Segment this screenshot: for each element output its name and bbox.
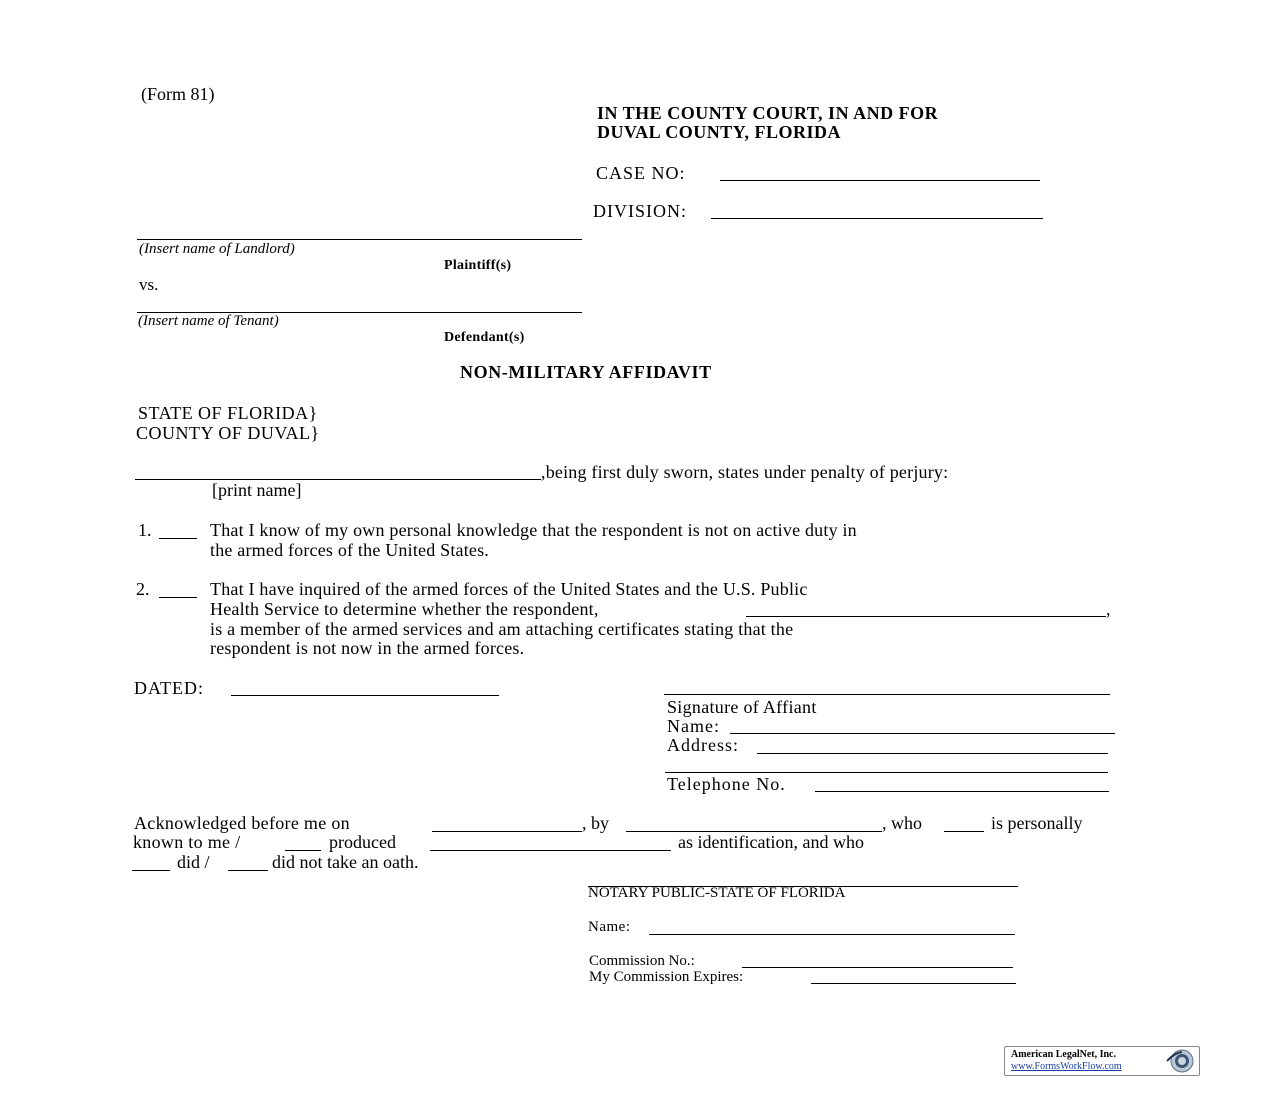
venue-state: STATE OF FLORIDA}	[138, 403, 318, 423]
ack-line3-b: did not take an oath.	[272, 852, 419, 872]
ack-line3-a: did /	[177, 852, 210, 872]
division-label: DIVISION:	[593, 201, 687, 221]
affiant-address-field-2[interactable]	[665, 772, 1108, 773]
dated-label: DATED:	[134, 678, 204, 698]
respondent-name-field[interactable]	[746, 616, 1106, 617]
case-no-field[interactable]	[720, 180, 1040, 181]
item-2-check-blank[interactable]	[159, 597, 197, 598]
court-heading-line1: IN THE COUNTY COURT, IN AND FOR	[597, 103, 939, 123]
item-1-line1: That I know of my own personal knowledge that the respondent is not on active duty in	[210, 520, 857, 540]
item-1-line2: the armed forces of the United States.	[210, 540, 490, 560]
item-1-number: 1.	[138, 520, 152, 540]
notary-name-label: Name:	[588, 919, 631, 935]
item-2-line2: Health Service to determine whether the respondent,	[210, 599, 599, 619]
footer-url-link[interactable]: www.FormsWorkFlow.com	[1011, 1061, 1122, 1072]
ack-did-not-oath-blank[interactable]	[228, 870, 268, 871]
notary-expires-field[interactable]	[811, 983, 1016, 984]
notary-commission-label: Commission No.:	[589, 953, 695, 969]
footer-logo[interactable]	[1004, 1046, 1200, 1076]
ack-line2-a: known to me /	[133, 832, 241, 852]
defendant-label: Defendant(s)	[444, 330, 525, 345]
item-1-check-blank[interactable]	[159, 538, 197, 539]
ack-line1-a: Acknowledged before me on	[134, 813, 350, 833]
ack-line1-c: , who	[882, 813, 922, 833]
signature-field[interactable]	[664, 694, 1110, 695]
affiant-telephone-field[interactable]	[815, 791, 1109, 792]
landlord-name-field[interactable]	[137, 239, 582, 240]
plaintiff-label: Plaintiff(s)	[444, 258, 512, 273]
notary-title: NOTARY PUBLIC-STATE OF FLORIDA	[588, 885, 846, 901]
ack-date-field[interactable]	[432, 831, 582, 832]
court-heading-line2: DUVAL COUNTY, FLORIDA	[597, 122, 842, 142]
affiant-telephone-label: Telephone No.	[667, 774, 786, 794]
tenant-hint: (Insert name of Tenant)	[138, 313, 279, 329]
ack-identification-field[interactable]	[430, 850, 671, 851]
footer-company: American LegalNet, Inc.	[1011, 1049, 1116, 1060]
ack-line1-d: is personally	[991, 813, 1083, 833]
affiant-name-field[interactable]	[730, 733, 1115, 734]
document-title: NON-MILITARY AFFIDAVIT	[460, 362, 712, 382]
notary-name-field[interactable]	[649, 934, 1015, 935]
ack-produced-blank[interactable]	[285, 850, 321, 851]
division-field[interactable]	[711, 218, 1043, 219]
ack-line1-b: , by	[582, 813, 609, 833]
notary-commission-field[interactable]	[742, 967, 1013, 968]
item-2-number: 2.	[136, 579, 150, 599]
form-number: (Form 81)	[141, 84, 215, 104]
affiant-print-name-field[interactable]	[135, 479, 541, 480]
case-no-label: CASE NO:	[596, 163, 686, 183]
item-2-line1: That I have inquired of the armed forces of the United States and the U.S. Public	[210, 579, 808, 599]
signature-label: Signature of Affiant	[667, 697, 817, 717]
ack-did-oath-blank[interactable]	[132, 870, 170, 871]
item-2-line4: respondent is not now in the armed forces.	[210, 638, 525, 658]
ack-line2-b: produced	[329, 832, 396, 852]
landlord-hint: (Insert name of Landlord)	[139, 241, 295, 257]
item-2-line2-comma: ,	[1106, 599, 1111, 619]
globe-icon	[1165, 1049, 1195, 1078]
oath-text: ,being first duly sworn, states under penalty of perjury:	[541, 462, 949, 482]
affiant-address-label: Address:	[667, 735, 739, 755]
notary-expires-label: My Commission Expires:	[589, 969, 744, 985]
ack-line2-c: as identification, and who	[678, 832, 864, 852]
print-name-hint: [print name]	[212, 480, 302, 500]
affiant-address-field[interactable]	[757, 753, 1108, 754]
venue-county: COUNTY OF DUVAL}	[136, 423, 320, 443]
item-2-line3: is a member of the armed services and am attaching certificates stating that the	[210, 619, 794, 639]
ack-personally-known-blank[interactable]	[944, 831, 984, 832]
dated-field[interactable]	[231, 695, 499, 696]
vs-label: vs.	[139, 275, 159, 294]
affiant-name-label: Name:	[667, 716, 720, 736]
